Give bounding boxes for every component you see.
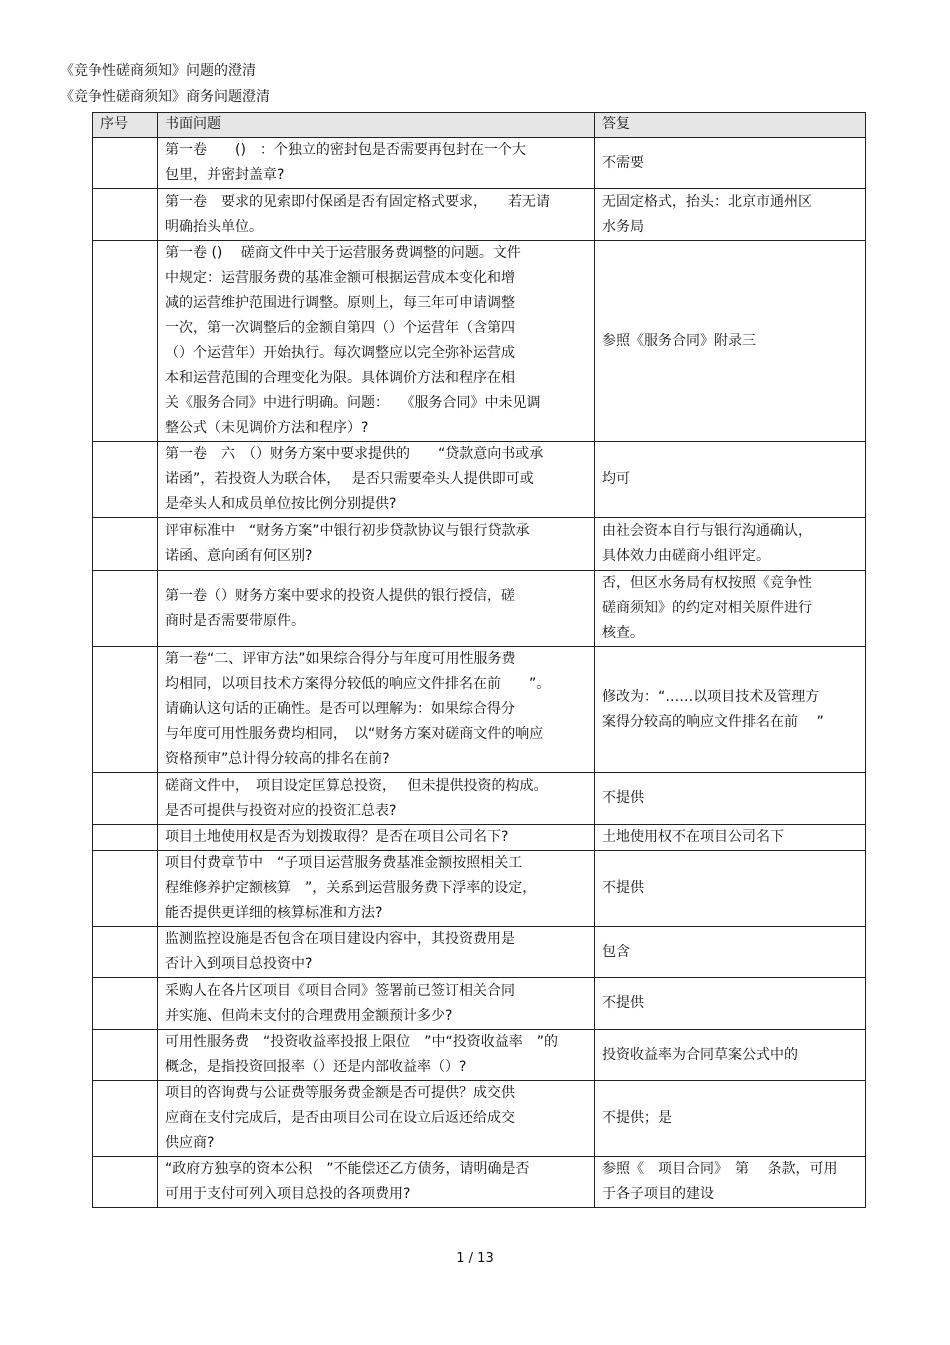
row-number	[93, 442, 158, 518]
question-cell: 项目土地使用权是否为划拨取得？是否在项目公司名下?	[158, 825, 595, 851]
question-cell: 第一卷（）财务方案中要求的投资人提供的银行授信，磋 商时是否需要带原件。	[158, 571, 595, 647]
row-number	[93, 825, 158, 851]
table-header-row	[93, 113, 866, 138]
row-number	[93, 189, 158, 241]
question-cell: 采购人在各片区项目《项目合同》签署前已签订相关合同 并实施、但尚未支付的合理费用金额预计多少?	[158, 978, 595, 1030]
answer-cell: 均可	[595, 442, 866, 518]
answer-cell: 不提供；是	[595, 1081, 866, 1157]
row-number	[93, 1157, 158, 1208]
table-row	[93, 647, 866, 773]
question-cell: 项目的咨询费与公证费等服务费金额是否可提供？成交供 应商在支付完成后，是否由项目公司在设立后返还给成交 供应商?	[158, 1081, 595, 1157]
table-row	[93, 1030, 866, 1081]
answer-cell: 不提供	[595, 978, 866, 1030]
answer-cell: 参照《服务合同》附录三	[595, 241, 866, 442]
row-number	[93, 138, 158, 189]
question-cell: 第一卷 六 （）财务方案中要求提供的 “贷款意向书或承 诺函”，若投资人为联合体， 是否只需要牵头人提供即可或 是牵头人和成员单位按比例分别提供?	[158, 442, 595, 518]
header-number: 序号	[93, 113, 158, 138]
table-row	[93, 241, 866, 442]
table-row	[93, 442, 866, 518]
row-number	[93, 647, 158, 773]
table-row	[93, 851, 866, 927]
header-answer: 答复	[595, 113, 866, 138]
answer-cell: 不提供	[595, 773, 866, 825]
clarification-table	[92, 112, 866, 1208]
question-cell: 第一卷 () ：个独立的密封包是否需要再包封在一个大 包里，并密封盖章?	[158, 138, 595, 189]
page-number: 1 / 13	[456, 1251, 494, 1266]
answer-cell: 否，但区水务局有权按照《竞争性 磋商须知》的约定对相关原件进行 核查。	[595, 571, 866, 647]
row-number	[93, 571, 158, 647]
answer-cell: 投资收益率为合同草案公式中的	[595, 1030, 866, 1081]
row-number	[93, 1030, 158, 1081]
question-cell: “政府方独享的资本公积 ”不能偿还乙方债务，请明确是否 可用于支付可列入项目总投的各项费用?	[158, 1157, 595, 1208]
table-row	[93, 1157, 866, 1208]
table-row	[93, 927, 866, 978]
table-row	[93, 978, 866, 1030]
row-number	[93, 927, 158, 978]
answer-cell: 土地使用权不在项目公司名下	[595, 825, 866, 851]
table-row	[93, 825, 866, 851]
question-cell: 评审标准中 “财务方案”中银行初步贷款协议与银行贷款承 诺函、意向函有何区别?	[158, 518, 595, 571]
table-row	[93, 189, 866, 241]
row-number	[93, 241, 158, 442]
answer-cell: 修改为：“……以项目技术及管理方 案得分较高的响应文件排名在前 ”	[595, 647, 866, 773]
row-number	[93, 851, 158, 927]
header-question: 书面问题	[158, 113, 595, 138]
document-title: 《竞争性磋商须知》问题的澄清	[60, 63, 256, 79]
question-cell: 磋商文件中， 项目设定匡算总投资， 但未提供投资的构成。 是否可提供与投资对应的投资汇总表?	[158, 773, 595, 825]
question-cell: 监测监控设施是否包含在项目建设内容中，其投资费用是 否计入到项目总投资中?	[158, 927, 595, 978]
table-row	[93, 773, 866, 825]
question-cell: 第一卷“二、评审方法”如果综合得分与年度可用性服务费 均相同，以项目技术方案得分较低的响应文件排名在前 ”。 请确认这句话的正确性。是否可以理解为：如果综合得分 与年度可用性服务费均相同， 以“财务方案对磋商文件的响应 资格预审”总计得分较高的排名在前?	[158, 647, 595, 773]
table-row	[93, 571, 866, 647]
table-row	[93, 138, 866, 189]
answer-cell: 包含	[595, 927, 866, 978]
row-number	[93, 773, 158, 825]
table-row	[93, 518, 866, 571]
row-number	[93, 978, 158, 1030]
row-number	[93, 1081, 158, 1157]
question-cell: 第一卷 要求的见索即付保函是否有固定格式要求， 若无请 明确抬头单位。	[158, 189, 595, 241]
answer-cell: 不提供	[595, 851, 866, 927]
question-cell: 第一卷 () 磋商文件中关于运营服务费调整的问题。文件 中规定：运营服务费的基准金额可根据运营成本变化和增 减的运营维护范围进行调整。原则上，每三年可申请调整 一次，第一次调整后的金额自第四（）个运营年（含第四 （）个运营年）开始执行。每次调整应以完全弥补运营成 本和运营范围的合理变化为限。具体调价方法和程序在相 关《服务合同》中进行明确。问题： 《服务合同》中未见调 整公式（未见调价方法和程序）?	[158, 241, 595, 442]
answer-cell: 不需要	[595, 138, 866, 189]
row-number	[93, 518, 158, 571]
document-subtitle: 《竞争性磋商须知》商务问题澄清	[60, 89, 270, 105]
table-row	[93, 1081, 866, 1157]
question-cell: 项目付费章节中 “子项目运营服务费基准金额按照相关工 程维修养护定额核算 ”，关系到运营服务费下浮率的设定， 能否提供更详细的核算标准和方法?	[158, 851, 595, 927]
answer-cell: 无固定格式，抬头：北京市通州区 水务局	[595, 189, 866, 241]
question-cell: 可用性服务费 “投资收益率投报上限位 ”中“投资收益率 ”的 概念，是指投资回报率（）还是内部收益率（）?	[158, 1030, 595, 1081]
answer-cell: 参照《 项目合同》 第 条款，可用 于各子项目的建设	[595, 1157, 866, 1208]
answer-cell: 由社会资本自行与银行沟通确认， 具体效力由磋商小组评定。	[595, 518, 866, 571]
